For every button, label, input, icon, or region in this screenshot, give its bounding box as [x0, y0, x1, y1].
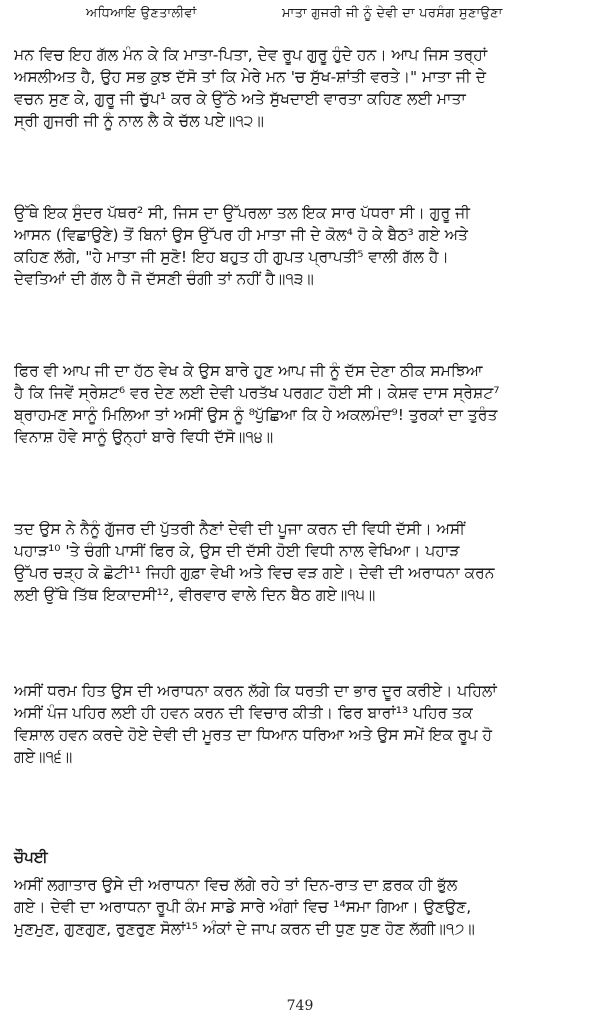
text-line: ਮਨ ਵਿਚ ਇਹ ਗੱਲ ਮੰਨ ਕੇ ਕਿ ਮਾਤਾ-ਪਿਤਾ, ਦੇਵ ਰੂਪ ਗੁਰੂ ਹੁੰਦੇ ਹਨ। ਆਪ ਜਿਸ ਤਰ੍ਹਾਂ — [14, 46, 488, 64]
text-line: ਮੁਣਮੁਣ, ਗੁਣਗੁਣ, ਰੁਣਰੁਣ ਸੋਲਾਂ¹⁵ ਅੰਕਾਂ ਦੇ ਜਾਪ ਕਰਨ ਦੀ ਧੁਣ ਧੁਣ ਹੋਣ ਲੱਗੀ॥੧੭॥ — [14, 920, 475, 938]
text-line: ਅਸੀਂ ਲਗਾਤਾਰ ਉਸੇ ਦੀ ਅਰਾਧਨਾ ਵਿਚ ਲੱਗੇ ਰਹੇ ਤਾਂ ਦਿਨ-ਰਾਤ ਦਾ ਫ਼ਰਕ ਹੀ ਭੁੱਲ — [14, 876, 458, 894]
text-line: ਸ੍ਰੀ ਗੁਜਰੀ ਜੀ ਨੂੰ ਨਾਲ ਲੈ ਕੇ ਚੱਲ ਪਏ॥੧੨॥ — [14, 112, 264, 130]
chapter-title: ਅਧਿਆਇ ਉਣਤਾਲੀਵਾਂ — [86, 6, 197, 21]
text-line: ਵਿਨਾਸ਼ ਹੋਵੇ ਸਾਨੂੰ ਉਨ੍ਹਾਂ ਬਾਰੇ ਵਿਧੀ ਦੱਸੋ॥੧੪॥ — [14, 428, 274, 446]
text-line: ਤਦ ਉਸ ਨੇ ਨੈਨੂੰ ਗੁੱਜਰ ਦੀ ਪੁੱਤਰੀ ਨੈਣਾਂ ਦੇਵੀ ਦੀ ਪੂਜਾ ਕਰਨ ਦੀ ਵਿਧੀ ਦੱਸੀ। ਅਸੀਂ — [14, 520, 465, 538]
section-title: ਮਾਤਾ ਗੁਜਰੀ ਜੀ ਨੂੰ ਦੇਵੀ ਦਾ ਪਰਸੰਗ ਸੁਣਾਉਣਾ — [282, 6, 503, 21]
text-line: ਕਹਿਣ ਲੱਗੇ, "ਹੇ ਮਾਤਾ ਜੀ ਸੁਣੋ! ਇਹ ਬਹੁਤ ਹੀ ਗੁਪਤ ਪ੍ਰਾਪਤੀ⁵ ਵਾਲੀ ਗੱਲ ਹੈ। — [14, 248, 449, 266]
section-heading: ਚੌਪਈ — [14, 848, 48, 866]
text-line: ਬ੍ਰਾਹਮਣ ਸਾਨੂੰ ਮਿਲਿਆ ਤਾਂ ਅਸੀਂ ਉਸ ਨੂੰ ⁸ਪੁੱਛਿਆ ਕਿ ਹੇ ਅਕਲਮੰਦ⁹! ਤੁਰਕਾਂ ਦਾ ਤੁਰੰਤ — [14, 406, 498, 424]
text-line: ਅਸੀਂ ਪੰਜ ਪਹਿਰ ਲਈ ਹੀ ਹਵਨ ਕਰਨ ਦੀ ਵਿਚਾਰ ਕੀਤੀ। ਫਿਰ ਬਾਰਾਂ¹³ ਪਹਿਰ ਤਕ — [14, 704, 473, 722]
page-number: 749 — [286, 998, 314, 1014]
paragraph-verse-14 — [14, 360, 586, 448]
text-line: ਦੇਵਤਿਆਂ ਦੀ ਗੱਲ ਹੈ ਜੋ ਦੱਸਣੀ ਚੰਗੀ ਤਾਂ ਨਹੀਂ ਹੈ॥੧੩॥ — [14, 270, 314, 288]
paragraph-verse-16 — [14, 680, 586, 768]
text-line: ਆਸਨ (ਵਿਛਾਉਣੇ) ਤੋਂ ਬਿਨਾਂ ਉਸ ਉੱਪਰ ਹੀ ਮਾਤਾ ਜੀ ਦੇ ਕੋਲ⁴ ਹੋ ਕੇ ਬੈਠ³ ਗਏ ਅਤੇ — [14, 226, 468, 244]
text-line: ਅਸੀਂ ਧਰਮ ਹਿਤ ਉਸ ਦੀ ਅਰਾਧਨਾ ਕਰਨ ਲੱਗੇ ਕਿ ਧਰਤੀ ਦਾ ਭਾਰ ਦੂਰ ਕਰੀਏ। ਪਹਿਲਾਂ — [14, 682, 497, 700]
text-line: ਹੈ ਕਿ ਜਿਵੇਂ ਸ੍ਰੇਸ਼ਟ⁶ ਵਰ ਦੇਣ ਲਈ ਦੇਵੀ ਪਰਤੱਖ ਪਰਗਟ ਹੋਈ ਸੀ। ਕੇਸ਼ਵ ਦਾਸ ਸ੍ਰੇਸ਼ਟ⁷ — [14, 384, 500, 402]
text-line: ਵਿਸ਼ਾਲ ਹਵਨ ਕਰਦੇ ਹੋਏ ਦੇਵੀ ਦੀ ਮੂਰਤ ਦਾ ਧਿਆਨ ਧਰਿਆ ਅਤੇ ਉਸ ਸਮੇਂ ਇਕ ਰੂਪ ਹੋ — [14, 726, 492, 744]
running-header — [0, 6, 600, 30]
text-line: ਪਹਾੜ¹⁰ 'ਤੇ ਚੰਗੀ ਪਾਸੀਂ ਫਿਰ ਕੇ, ਉਸ ਦੀ ਦੱਸੀ ਹੋਈ ਵਿਧੀ ਨਾਲ ਵੇਖਿਆ। ਪਹਾੜ — [14, 542, 460, 560]
text-line: ਗਏ। ਦੇਵੀ ਦਾ ਅਰਾਧਨਾ ਰੂਪੀ ਕੰਮ ਸਾਡੇ ਸਾਰੇ ਅੰਗਾਂ ਵਿਚ ¹⁴ਸਮਾ ਗਿਆ। ਉਣਉਣ, — [14, 898, 472, 916]
paragraph-verse-17 — [14, 874, 586, 940]
text-line: ਅਸਲੀਅਤ ਹੈ, ਉਹ ਸਭ ਕੁਝ ਦੱਸੋ ਤਾਂ ਕਿ ਮੇਰੇ ਮਨ 'ਚ ਸੁੱਖ-ਸ਼ਾਂਤੀ ਵਰਤੇ।" ਮਾਤਾ ਜੀ ਦੇ — [14, 68, 487, 86]
text-line: ਫਿਰ ਵੀ ਆਪ ਜੀ ਦਾ ਹੱਠ ਵੇਖ ਕੇ ਉਸ ਬਾਰੇ ਹੁਣ ਆਪ ਜੀ ਨੂੰ ਦੱਸ ਦੇਣਾ ਠੀਕ ਸਮਝਿਆ — [14, 362, 483, 380]
text-line: ਉੱਪਰ ਚੜ੍ਹ ਕੇ ਛੋਟੀ¹¹ ਜਿਹੀ ਗੁਫ਼ਾ ਵੇਖੀ ਅਤੇ ਵਿਚ ਵੜ ਗਏ। ਦੇਵੀ ਦੀ ਅਰਾਧਨਾ ਕਰਨ — [14, 564, 495, 582]
paragraph-verse-15 — [14, 518, 586, 606]
paragraph-verse-12 — [14, 44, 586, 132]
text-line: ਵਚਨ ਸੁਣ ਕੇ, ਗੁਰੂ ਜੀ ਚੁੱਪ¹ ਕਰ ਕੇ ਉੱਠੇ ਅਤੇ ਸੁੱਖਦਾਈ ਵਾਰਤਾ ਕਹਿਣ ਲਈ ਮਾਤਾ — [14, 90, 466, 108]
text-line: ਉੱਥੇ ਇਕ ਸੁੰਦਰ ਪੱਥਰ² ਸੀ, ਜਿਸ ਦਾ ਉੱਪਰਲਾ ਤਲ ਇਕ ਸਾਰ ਪੱਧਰਾ ਸੀ। ਗੁਰੂ ਜੀ — [14, 204, 470, 222]
text-line: ਗਏ॥੧੬॥ — [14, 748, 73, 766]
paragraph-verse-13 — [14, 202, 586, 290]
text-line: ਲਈ ਉੱਥੇ ਤਿੱਥ ਇਕਾਦਸੀ¹², ਵੀਰਵਾਰ ਵਾਲੇ ਦਿਨ ਬੈਠ ਗਏ॥੧੫॥ — [14, 586, 376, 604]
